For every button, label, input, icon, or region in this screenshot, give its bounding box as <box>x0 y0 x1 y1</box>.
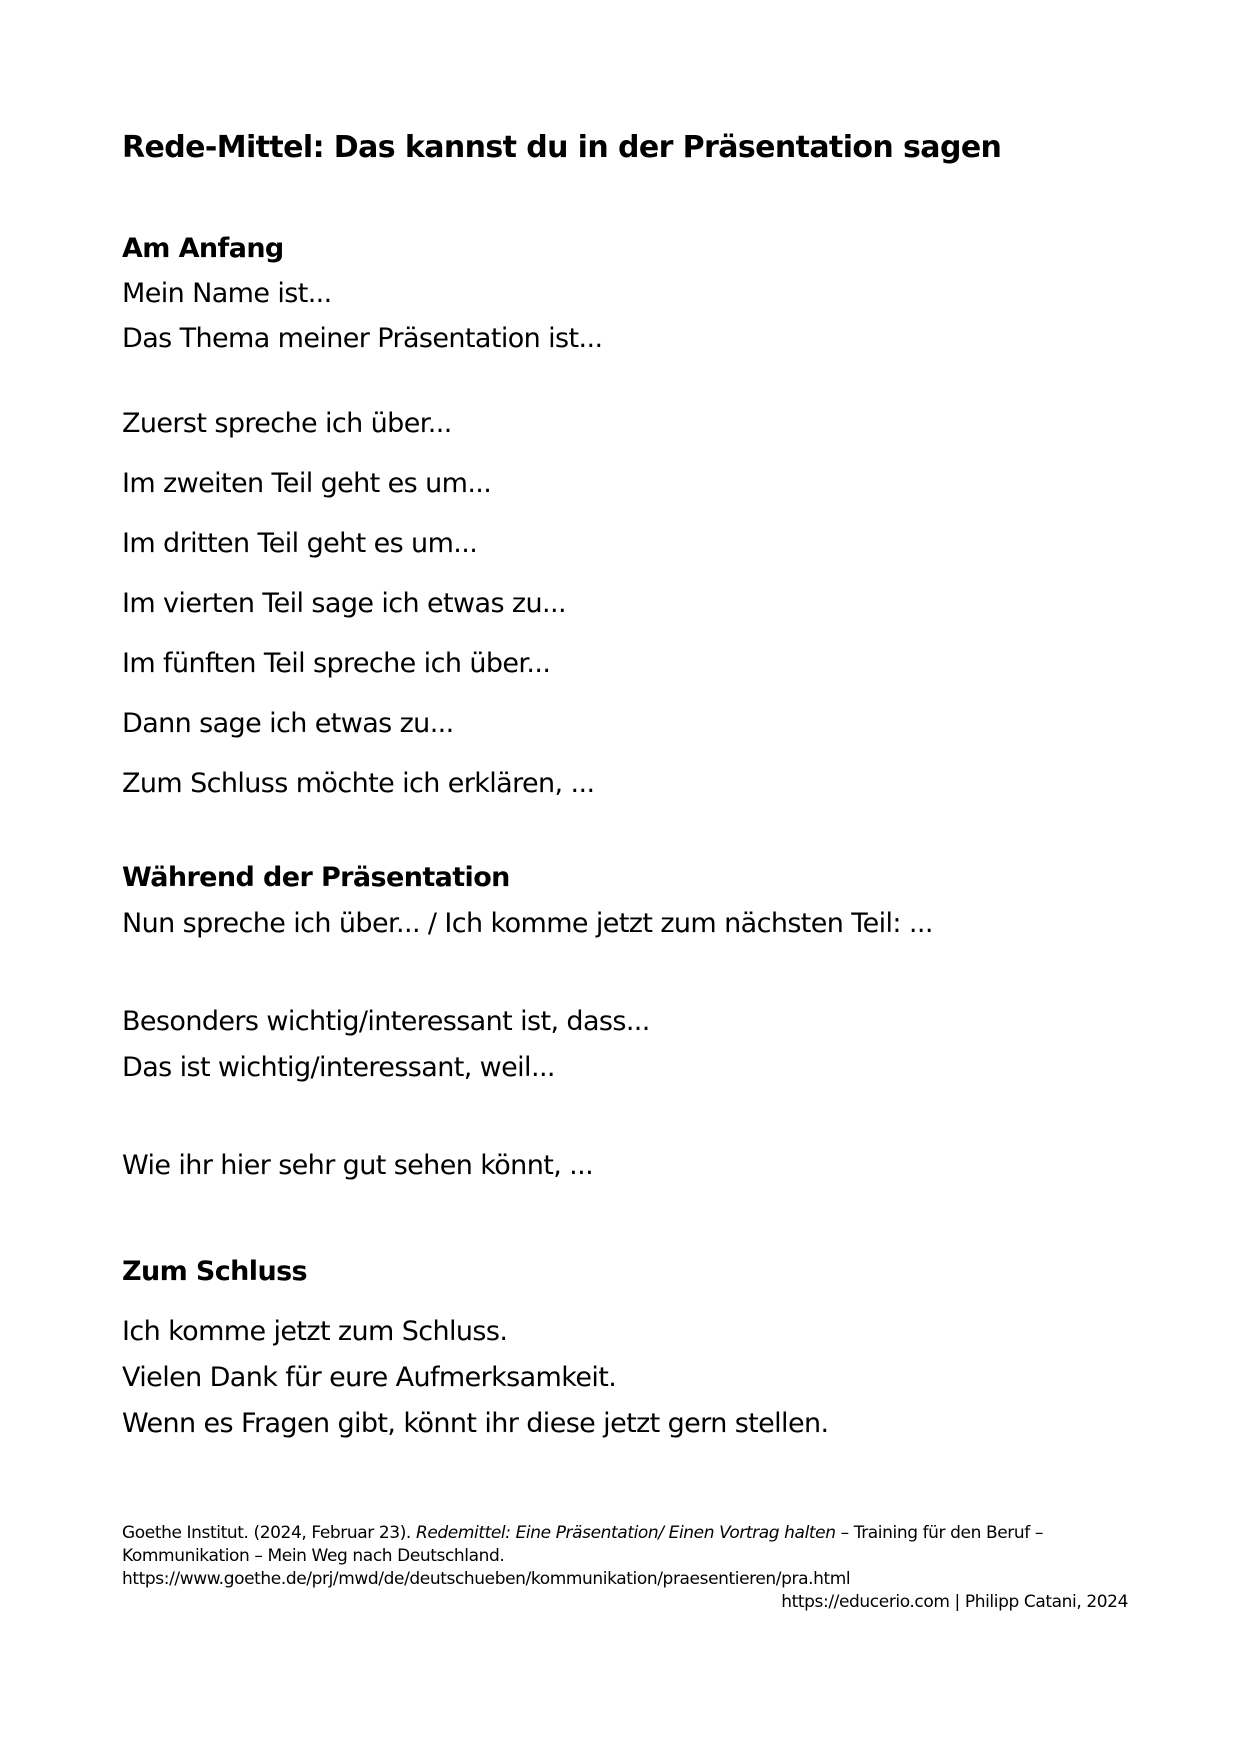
phrase-line: Mein Name ist... <box>122 278 332 309</box>
phrase-line: Im vierten Teil sage ich etwas zu... <box>122 588 566 619</box>
phrase-line: Ich komme jetzt zum Schluss. <box>122 1316 508 1347</box>
phrase-line: Das ist wichtig/interessant, weil... <box>122 1052 555 1083</box>
citation-line-1 <box>122 1523 1043 1543</box>
citation-suffix: – Training für den Beruf – <box>835 1523 1043 1543</box>
page-title: Rede-Mittel: Das kannst du in der Präsentation sagen <box>122 130 1002 165</box>
credit-line: https://educerio.com | Philipp Catani, 2024 <box>781 1592 1128 1612</box>
section-heading-waehrend: Während der Präsentation <box>122 862 510 893</box>
citation-line-2: Kommunikation – Mein Weg nach Deutschland. <box>122 1546 505 1566</box>
citation-url[interactable]: https://www.goethe.de/prj/mwd/de/deutschueben/kommunikation/praesentieren/pra.html <box>122 1569 851 1589</box>
phrase-line: Vielen Dank für eure Aufmerksamkeit. <box>122 1362 617 1393</box>
phrase-line: Im dritten Teil geht es um... <box>122 528 478 559</box>
citation-title: Redemittel: Eine Präsentation/ Einen Vortrag halten <box>415 1523 836 1543</box>
phrase-line: Zum Schluss möchte ich erklären, ... <box>122 768 595 799</box>
phrase-line: Im zweiten Teil geht es um... <box>122 468 492 499</box>
citation-prefix: Goethe Institut. (2024, Februar 23). <box>122 1523 416 1543</box>
phrase-line: Besonders wichtig/interessant ist, dass... <box>122 1006 650 1037</box>
section-heading-am-anfang: Am Anfang <box>122 233 284 264</box>
phrase-line: Wie ihr hier sehr gut sehen könnt, ... <box>122 1150 594 1181</box>
phrase-line: Das Thema meiner Präsentation ist... <box>122 323 603 354</box>
phrase-line: Wenn es Fragen gibt, könnt ihr diese jetzt gern stellen. <box>122 1408 829 1439</box>
phrase-line: Nun spreche ich über... / Ich komme jetzt zum nächsten Teil: ... <box>122 908 933 939</box>
section-heading-zum-schluss: Zum Schluss <box>122 1256 308 1287</box>
phrase-line: Zuerst spreche ich über... <box>122 408 452 439</box>
phrase-line: Dann sage ich etwas zu... <box>122 708 454 739</box>
phrase-line: Im fünften Teil spreche ich über... <box>122 648 551 679</box>
